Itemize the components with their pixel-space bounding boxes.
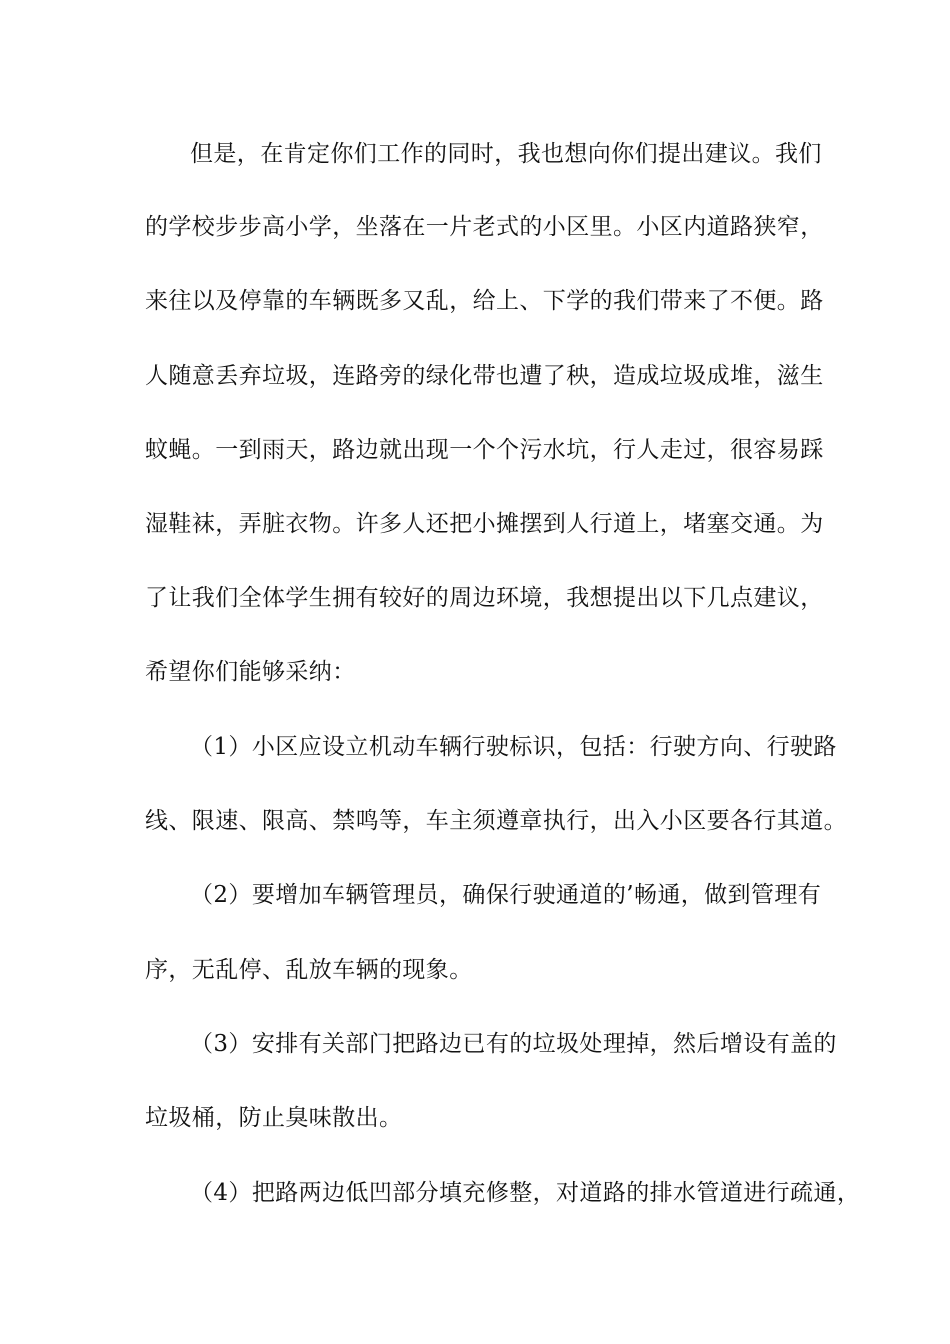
paragraph-line: 人随意丢弃垃圾，连路旁的绿化带也遭了秧，造成垃圾成堆，滋生 [145,363,824,389]
paragraph-line: 湿鞋袜，弄脏衣物。许多人还把小摊摆到人行道上，堵塞交通。为 [145,511,824,537]
list-item-line: （4）把路两边低凹部分填充修整，对道路的排水管道进行疏通， [190,1180,861,1206]
list-item-line: （3）安排有关部门把路边已有的垃圾处理掉，然后增设有盖的 [190,1031,837,1057]
list-item-line: 序，无乱停、乱放车辆的现象。 [145,957,473,983]
list-item-line: （2）要增加车辆管理员，确保行驶通道的’畅通，做到管理有 [190,882,822,908]
paragraph-line: 希望你们能够采纳： [145,659,356,685]
list-item-line: 垃圾桶，防止臭味散出。 [145,1105,403,1131]
paragraph-line: 了让我们全体学生拥有较好的周边环境，我想提出以下几点建议， [145,585,824,611]
list-item-line: 线、限速、限高、禁鸣等，车主须遵章执行，出入小区要各行其道。 [145,808,847,834]
paragraph-line: 的学校步步高小学，坐落在一片老式的小区里。小区内道路狭窄， [145,214,824,240]
paragraph-line: 蚊蝇。一到雨天，路边就出现一个个污水坑，行人走过，很容易踩 [145,437,824,463]
list-item-line: （1）小区应设立机动车辆行驶标识，包括：行驶方向、行驶路 [190,734,837,760]
paragraph-line: 来往以及停靠的车辆既多又乱，给上、下学的我们带来了不便。路 [145,288,824,314]
paragraph-line: 但是，在肯定你们工作的同时，我也想向你们提出建议。我们 [190,141,822,167]
